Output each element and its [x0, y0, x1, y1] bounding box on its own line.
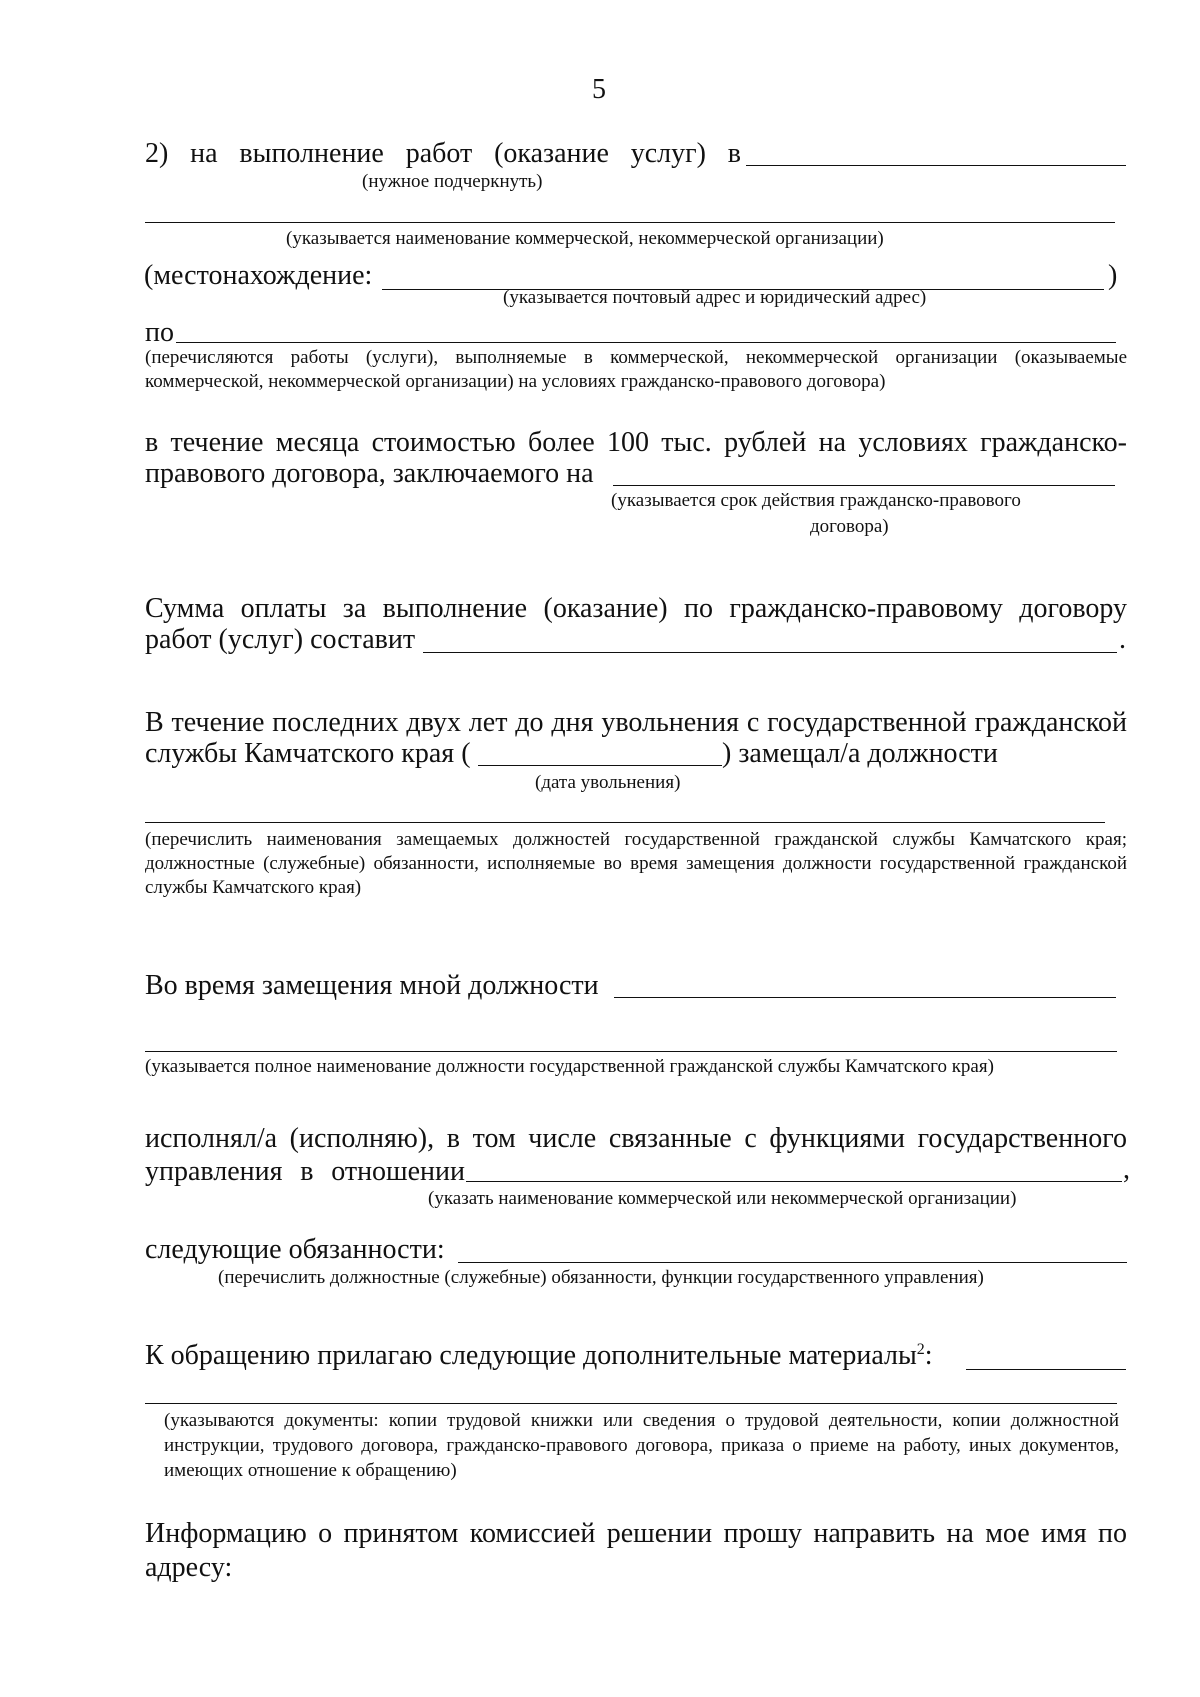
month-line-2: правового договора, заключаемого на: [145, 458, 594, 489]
footnote-mark: 2: [916, 1341, 925, 1358]
performed-line-2: управления в отношении: [145, 1156, 465, 1187]
location-close: ): [1108, 260, 1118, 291]
blank-works-line[interactable]: [176, 342, 1116, 343]
hint-address: (указывается почтовый адрес и юридический адрес): [503, 287, 927, 308]
blank-org-relation-line[interactable]: [466, 1181, 1122, 1182]
hint-duties: (перечислить должностные (служебные) обязанности, функции государственного управления): [218, 1267, 984, 1288]
payment-line-2: работ (услуг) составит: [145, 624, 416, 655]
blank-position-line[interactable]: [614, 997, 1116, 998]
blank-attachments-line[interactable]: [966, 1369, 1126, 1370]
hint-dismissal: (дата увольнения): [535, 772, 681, 793]
attachments-line: [145, 1342, 933, 1370]
payment-period: .: [1119, 624, 1126, 655]
blank-payment-line[interactable]: [423, 652, 1117, 653]
attachments-text: К обращению прилагаю следующие дополнительные материалы: [145, 1340, 917, 1371]
info-text: Информацию о принятом комиссией решении прошу направить на мое имя по адресу:: [145, 1518, 1127, 1583]
location-label: (местонахождение:: [144, 260, 373, 291]
blank-positions-line[interactable]: [145, 822, 1105, 823]
hint-term-1: (указывается срок действия гражданско-правового: [611, 490, 1021, 511]
blank-org-name-line[interactable]: [145, 222, 1115, 223]
work-line-1: 2) на выполнение работ (оказание услуг) в: [145, 138, 741, 169]
po-label: по: [145, 317, 174, 348]
hint-term-2: договора): [810, 516, 889, 537]
payment-line-1: Сумма оплаты за выполнение (оказание) по гражданско-правовому договору: [145, 593, 1127, 624]
hint-docs: (указываются документы: копии трудовой книжки или сведения о трудовой деятельности, копии должностной инструкции, трудового договора, гражданско-правового договора, приказа о приеме на работу, иных документов, имеющих отношение к обращению): [164, 1410, 1119, 1481]
performed-comma: ,: [1123, 1154, 1130, 1185]
hint-org-name: (указывается наименование коммерческой, некоммерческой организации): [286, 228, 884, 249]
hint-underline: (нужное подчеркнуть): [362, 171, 543, 192]
blank-dismissal-date[interactable]: [478, 765, 722, 766]
positions-line-2b: ) замещал/а должности: [722, 738, 998, 769]
hint-position: (указывается полное наименование должности государственной гражданской службы Камчатского края): [145, 1056, 994, 1077]
page-number: 5: [592, 74, 606, 105]
duties-label: следующие обязанности:: [145, 1234, 445, 1265]
blank-duties-line[interactable]: [458, 1262, 1127, 1263]
blank-term-line[interactable]: [613, 485, 1115, 486]
blank-attachments-line-2[interactable]: [145, 1403, 1117, 1404]
hint-positions: (перечислить наименования замещаемых должностей государственной гражданской службы Камчатского края; должностные (служебные) обязанности, исполняемые во время замещения должности государственной гражданской службы Камчатского края): [145, 829, 1127, 898]
attachments-colon: :: [924, 1340, 933, 1371]
hint-org: (указать наименование коммерческой или некоммерческой организации): [428, 1188, 1017, 1209]
blank-position-line-2[interactable]: [145, 1051, 1117, 1052]
hint-works: (перечисляются работы (услуги), выполняемые в коммерческой, некоммерческой организации (оказываемые коммерческой, некоммерческой организации) на условиях гражданско-правового договора): [145, 347, 1127, 392]
positions-line-2a: службы Камчатского края (: [145, 738, 471, 769]
blank-org-line[interactable]: [746, 165, 1126, 166]
month-line-1: в течение месяца стоимостью более 100 тыс. рублей на условиях гражданско-: [145, 427, 1127, 458]
performed-line-1: исполнял/а (исполняю), в том числе связанные с функциями государственного: [145, 1123, 1127, 1154]
positions-line-1: В течение последних двух лет до дня увольнения с государственной гражданской: [145, 707, 1127, 738]
position-line: Во время замещения мной должности: [145, 970, 599, 1001]
